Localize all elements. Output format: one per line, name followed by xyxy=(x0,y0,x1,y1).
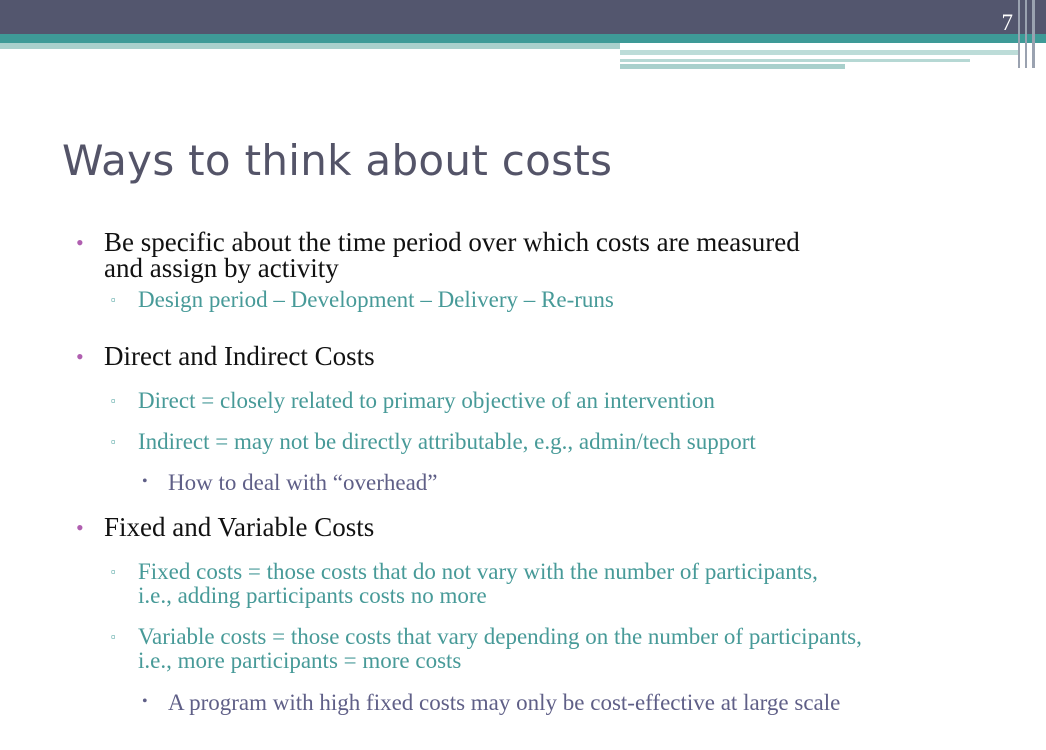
subsub-bullet-overhead: How to deal with “overhead” xyxy=(168,470,438,495)
sub-bullet-indirect: Indirect = may not be directly attributable, e.g., admin/tech support xyxy=(138,429,756,454)
sub-bullet-fixed: Fixed costs = those costs that do not vary with the number of participants, i.e., adding participants costs no more xyxy=(138,559,818,608)
sub-bullet-marker: ▫ xyxy=(111,434,116,449)
header-divider-line xyxy=(1025,0,1027,68)
header-divider-line xyxy=(1032,0,1035,68)
header-light-band xyxy=(0,43,620,49)
header-light-band-right-3 xyxy=(620,64,845,69)
header-light-band-right-2 xyxy=(620,59,970,62)
bullet-marker: • xyxy=(76,230,84,255)
subsub-bullet-marker: • xyxy=(142,473,148,490)
header-accent-band xyxy=(0,34,1046,43)
bullet-marker: • xyxy=(76,515,84,540)
sub-bullet-marker: ▫ xyxy=(111,629,116,644)
slide-title: Ways to think about costs xyxy=(62,136,613,185)
sub-bullet-marker: ▫ xyxy=(111,292,116,307)
header-light-band-right xyxy=(620,50,1020,55)
slide-number: 7 xyxy=(1001,10,1013,35)
header-bar xyxy=(0,0,1046,34)
bullet-time-period: Be specific about the time period over which costs are measured and assign by activity xyxy=(104,227,800,283)
header-divider-line xyxy=(1018,0,1020,68)
sub-bullet-phases: Design period – Development – Delivery – Re-runs xyxy=(138,287,614,312)
sub-bullet-marker: ▫ xyxy=(111,564,116,579)
subsub-bullet-scale: A program with high fixed costs may only be cost-effective at large scale xyxy=(168,690,841,715)
sub-bullet-variable: Variable costs = those costs that vary depending on the number of participants, i.e., more participants = more costs xyxy=(138,624,862,673)
bullet-direct-indirect: Direct and Indirect Costs xyxy=(104,341,375,371)
bullet-fixed-variable: Fixed and Variable Costs xyxy=(104,512,375,542)
subsub-bullet-marker: • xyxy=(142,693,148,710)
sub-bullet-direct: Direct = closely related to primary objective of an intervention xyxy=(138,388,715,413)
sub-bullet-marker: ▫ xyxy=(111,393,116,408)
bullet-marker: • xyxy=(76,344,84,369)
